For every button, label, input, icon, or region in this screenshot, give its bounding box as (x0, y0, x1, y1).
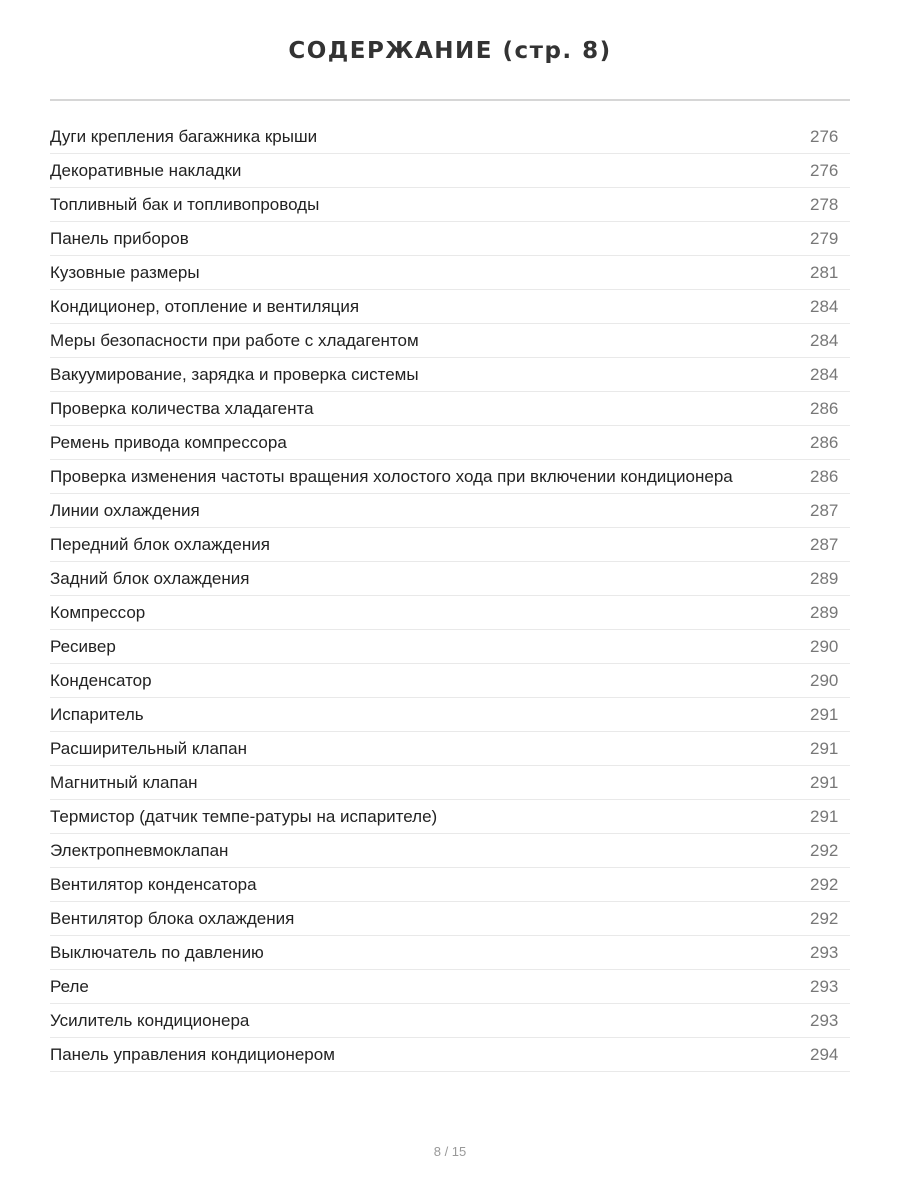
toc-entry[interactable] (50, 970, 850, 1004)
toc-entry-title: Термистор (датчик темпе-ратуры на испарителе) (50, 806, 438, 826)
toc-entry-title: Выключатель по давлению (50, 942, 264, 962)
toc-entry-title: Ремень привода компрессора (50, 432, 287, 452)
page-title: СОДЕРЖАНИЕ (стр. 8) (288, 38, 612, 64)
toc-entry[interactable] (50, 834, 850, 868)
toc-entry-title: Реле (50, 976, 89, 996)
toc-entry[interactable] (50, 528, 850, 562)
toc-entry[interactable] (50, 664, 850, 698)
toc-entry-page: 291 (810, 704, 839, 724)
toc-entry-page: 293 (810, 942, 839, 962)
toc-entry-page: 284 (810, 296, 839, 316)
toc-entry-title: Панель управления кондиционером (50, 1044, 335, 1064)
toc-entry[interactable] (50, 800, 850, 834)
toc-entry-title: Декоративные накладки (50, 160, 242, 180)
toc-entry[interactable] (50, 256, 850, 290)
toc-entry-page: 291 (810, 806, 839, 826)
toc-entry-page: 290 (810, 636, 839, 656)
toc-entry[interactable] (50, 120, 850, 154)
toc-list (50, 120, 850, 1072)
toc-entry[interactable] (50, 290, 850, 324)
toc-entry-page: 293 (810, 1010, 839, 1030)
page-indicator: 8 / 15 (433, 1144, 467, 1159)
toc-entry-title: Усилитель кондиционера (50, 1010, 250, 1030)
toc-entry-title: Кузовные размеры (50, 262, 200, 282)
toc-entry-page: 278 (810, 194, 839, 214)
toc-entry-title: Панель приборов (50, 228, 189, 248)
toc-entry[interactable] (50, 188, 850, 222)
toc-entry-page: 279 (810, 228, 839, 248)
toc-entry-title: Проверка изменения частоты вращения холостого хода при включении кондиционера (50, 466, 733, 486)
toc-entry-title: Задний блок охлаждения (50, 568, 250, 588)
toc-entry-title: Вакуумирование, зарядка и проверка системы (50, 364, 419, 384)
toc-entry[interactable] (50, 392, 850, 426)
toc-entry-title: Вентилятор конденсатора (50, 874, 257, 894)
toc-entry-page: 293 (810, 976, 839, 996)
toc-entry[interactable] (50, 358, 850, 392)
toc-entry-title: Дуги крепления багажника крыши (50, 126, 318, 146)
toc-entry[interactable] (50, 460, 850, 494)
toc-entry-title: Компрессор (50, 602, 146, 622)
toc-entry-page: 294 (810, 1044, 839, 1064)
toc-entry-page: 276 (810, 160, 839, 180)
toc-entry-title: Топливный бак и топливопроводы (50, 194, 320, 214)
toc-entry[interactable] (50, 936, 850, 970)
toc-entry[interactable] (50, 324, 850, 358)
toc-entry-page: 286 (810, 432, 839, 452)
toc-entry[interactable] (50, 1038, 850, 1072)
toc-entry[interactable] (50, 562, 850, 596)
toc-entry-title: Электропневмоклапан (50, 840, 229, 860)
toc-entry-page: 284 (810, 330, 839, 350)
toc-entry[interactable] (50, 868, 850, 902)
toc-entry[interactable] (50, 1004, 850, 1038)
toc-entry-page: 287 (810, 534, 839, 554)
toc-entry-page: 291 (810, 772, 839, 792)
toc-entry[interactable] (50, 630, 850, 664)
toc-entry-page: 289 (810, 602, 839, 622)
toc-entry-page: 289 (810, 568, 839, 588)
toc-entry-title: Линии охлаждения (50, 500, 200, 520)
toc-entry-page: 276 (810, 126, 839, 146)
toc-entry-page: 284 (810, 364, 839, 384)
toc-entry[interactable] (50, 154, 850, 188)
toc-entry-title: Расширительный клапан (50, 738, 247, 758)
toc-entry-title: Испаритель (50, 704, 144, 724)
toc-entry-page: 292 (810, 874, 839, 894)
toc-entry[interactable] (50, 766, 850, 800)
toc-entry-title: Проверка количества хладагента (50, 398, 314, 418)
toc-entry-title: Кондиционер, отопление и вентиляция (50, 296, 360, 316)
toc-entry-page: 281 (810, 262, 839, 282)
toc-entry-title: Передний блок охлаждения (50, 534, 270, 554)
toc-entry-title: Конденсатор (50, 670, 152, 690)
toc-entry-page: 286 (810, 466, 839, 486)
toc-entry-title: Ресивер (50, 636, 116, 656)
toc-entry-page: 290 (810, 670, 839, 690)
toc-entry-title: Магнитный клапан (50, 772, 198, 792)
toc-entry-page: 286 (810, 398, 839, 418)
title-divider (50, 99, 850, 101)
toc-entry-page: 292 (810, 840, 839, 860)
toc-entry-title: Меры безопасности при работе с хладагентом (50, 330, 419, 350)
toc-entry[interactable] (50, 596, 850, 630)
toc-entry[interactable] (50, 698, 850, 732)
toc-entry-page: 287 (810, 500, 839, 520)
toc-entry[interactable] (50, 222, 850, 256)
toc-entry-page: 292 (810, 908, 839, 928)
toc-entry[interactable] (50, 732, 850, 766)
toc-entry-title: Вентилятор блока охлаждения (50, 908, 295, 928)
toc-entry[interactable] (50, 494, 850, 528)
toc-entry-page: 291 (810, 738, 839, 758)
toc-entry[interactable] (50, 426, 850, 460)
toc-entry[interactable] (50, 902, 850, 936)
